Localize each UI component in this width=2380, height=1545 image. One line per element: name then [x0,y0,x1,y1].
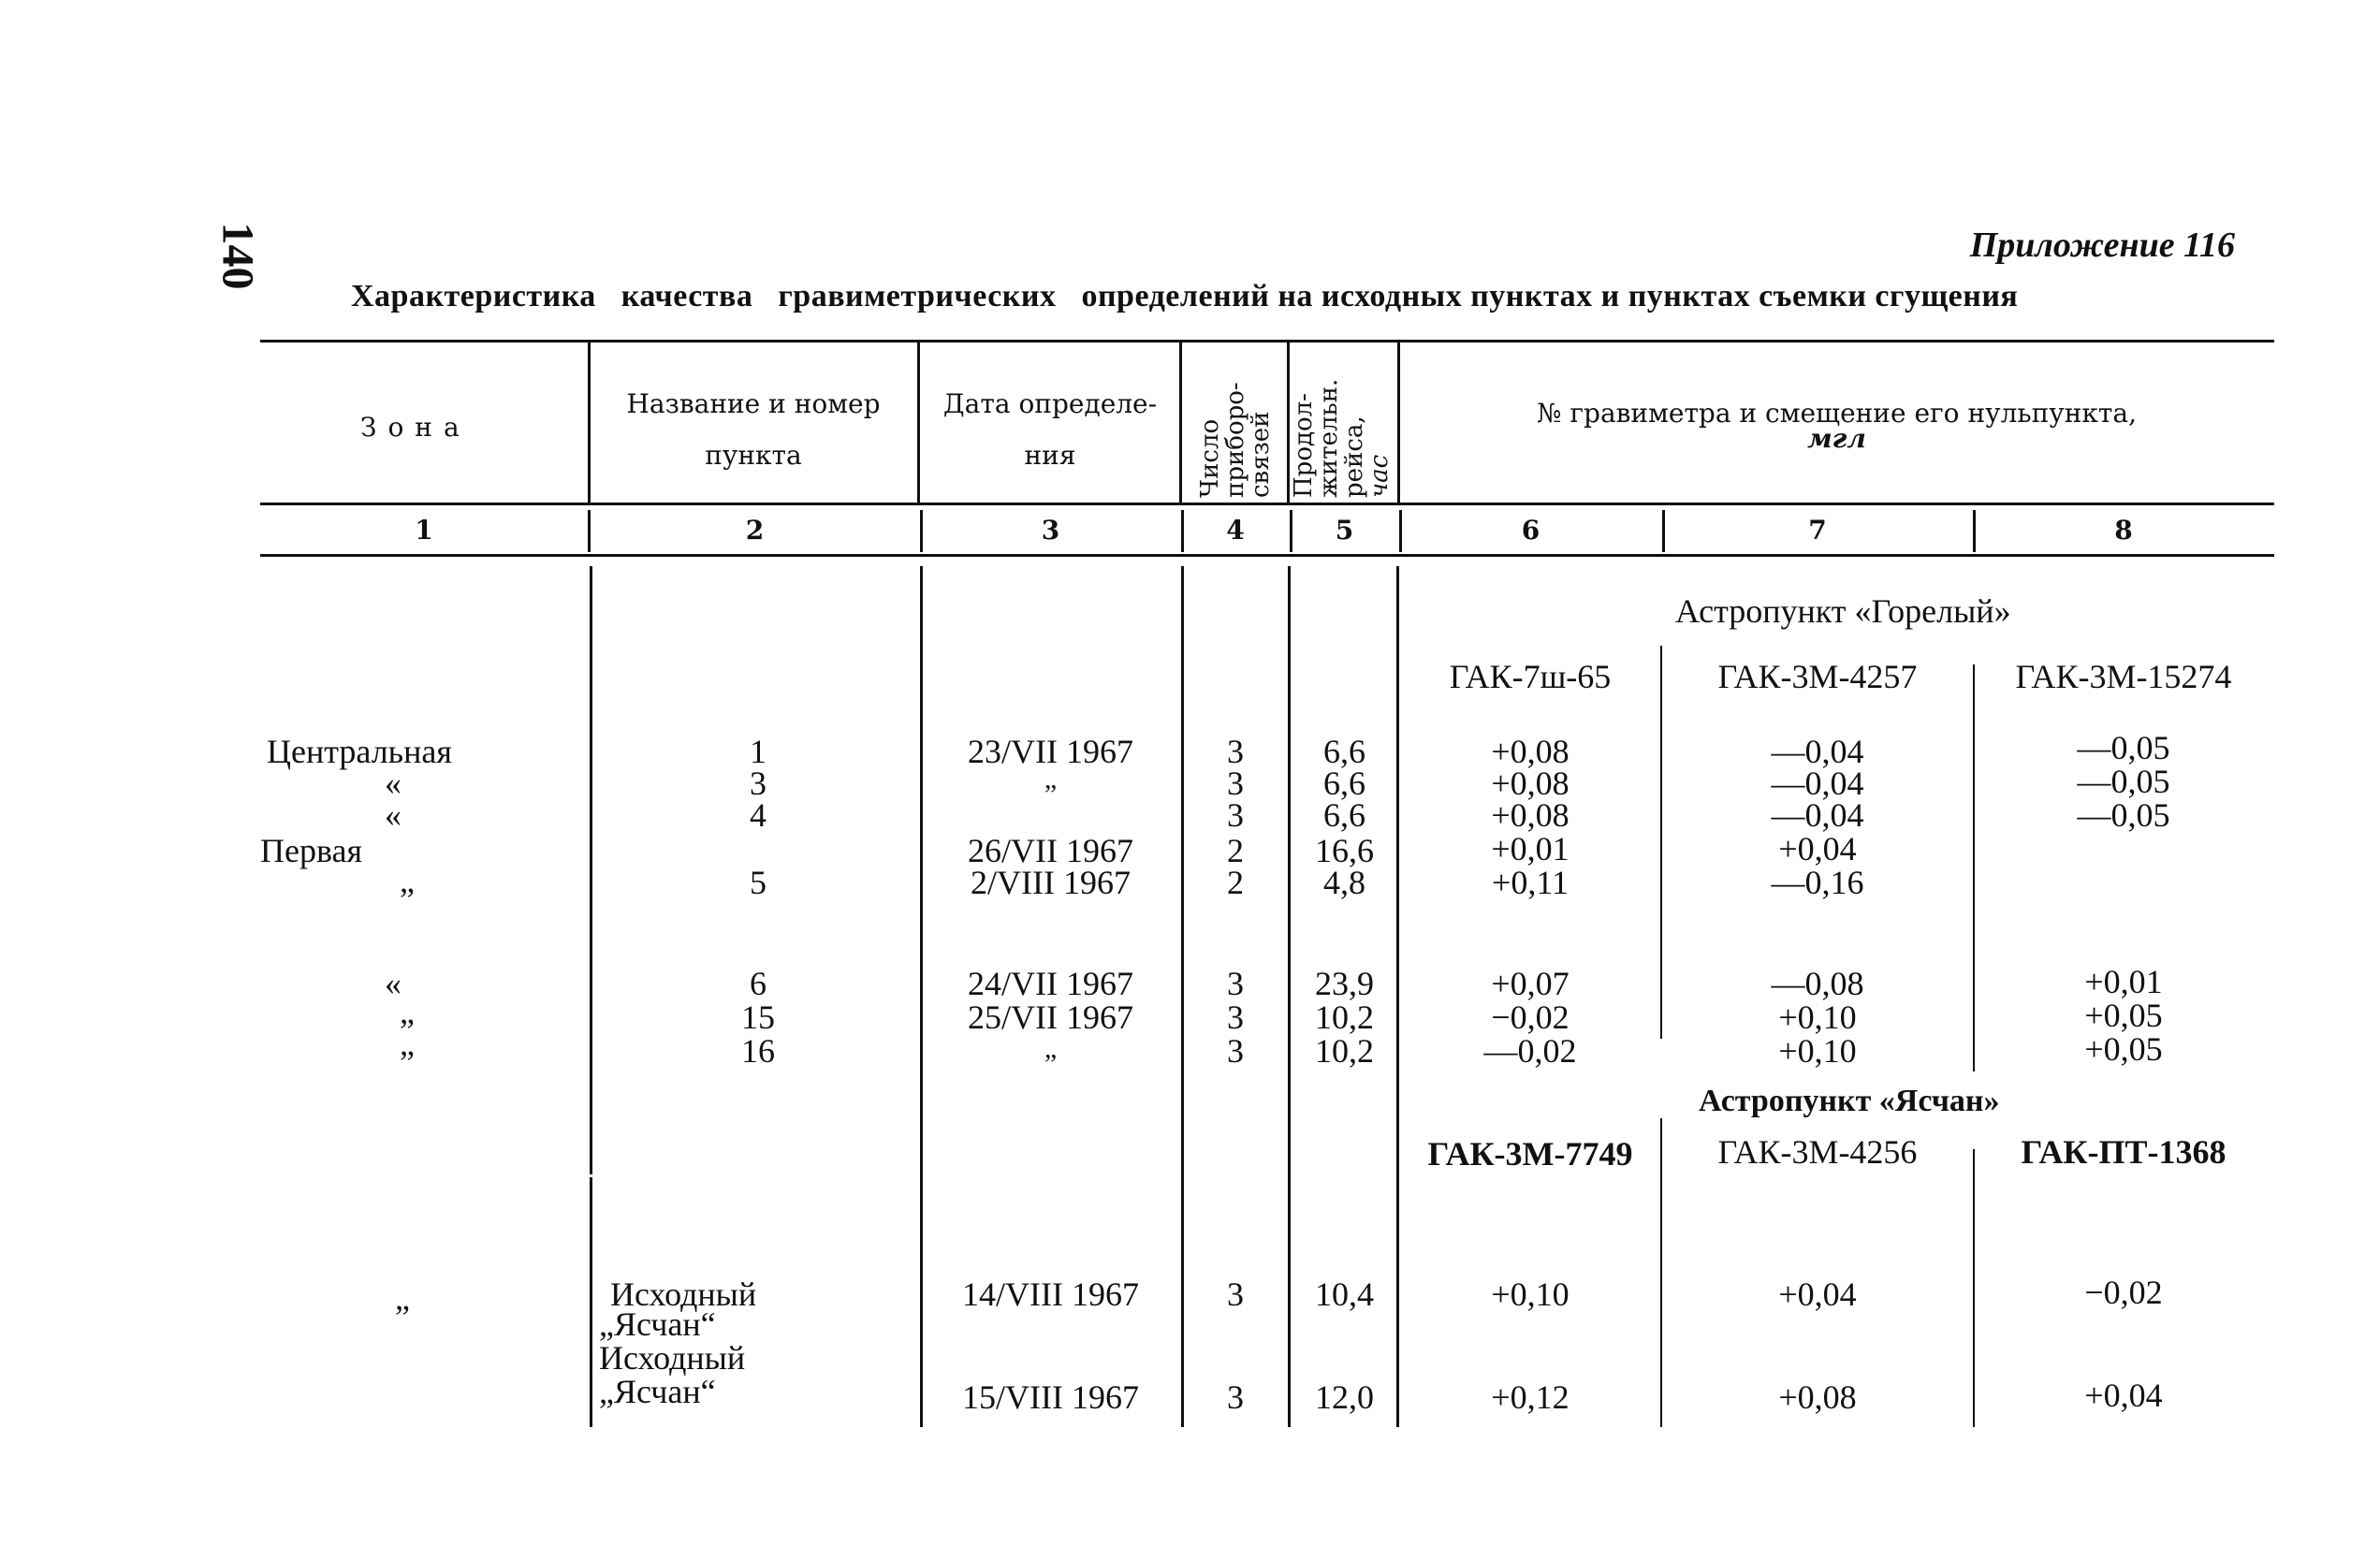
zone-cell: „ [400,993,415,1030]
header-date-2: ния [1024,440,1076,471]
point-cell: 1 [750,733,767,770]
duration-cell: 16,6 [1315,832,1374,869]
g1-cell: —0,02 [1483,1032,1577,1070]
g2-cell: —0,16 [1771,864,1864,901]
table-top-rule [260,340,2274,343]
date-cell: 15/VIII 1967 [962,1378,1139,1416]
duration-cell: 10,2 [1315,1032,1374,1070]
point-cell: 4 [750,796,767,834]
document-title: Характеристика качества гравиметрических определений на исходных пунктах и пунктах съемки сгущения [351,279,2019,313]
date-cell: 24/VII 1967 [968,965,1133,1002]
colnum: 4 [1226,515,1245,546]
colnum: 3 [1041,515,1060,546]
g3-cell: +0,05 [2084,1030,2163,1068]
links-cell: 3 [1227,965,1244,1002]
g3-cell: —0,05 [2077,796,2170,834]
header-divider [1179,342,1182,503]
zone-cell: « [385,796,402,834]
g3-cell: +0,01 [2084,963,2163,1000]
colnum: 5 [1335,515,1354,546]
links-cell: 3 [1227,765,1244,802]
duration-cell: 4,8 [1323,864,1365,901]
page-number: 140 [212,222,263,290]
g1-cell: +0,10 [1491,1275,1570,1313]
header-divider [588,342,591,503]
point-cell: „Ясчан“ [599,1373,716,1410]
g2-cell: —0,04 [1771,765,1864,802]
instrument-label: ГАК-3М-4256 [1717,1133,1918,1171]
instrument-label: ГАК-3М-15274 [2015,658,2232,695]
g3-cell: −0,02 [2084,1274,2163,1311]
duration-cell: 12,0 [1315,1378,1374,1416]
header-links: Число приборо- связей [1196,382,1275,498]
links-cell: 3 [1227,796,1244,834]
g1-cell: −0,02 [1491,998,1570,1036]
zone-cell: „ [400,1025,415,1062]
header-date-1: Дата определе- [942,388,1158,419]
links-cell: 3 [1227,733,1244,770]
colnum: 7 [1808,515,1827,546]
g1-cell: +0,11 [1492,864,1569,901]
point-cell: 5 [750,864,767,901]
header-gravimeter-1: № гравиметра и смещение его нульпункта, [1536,398,2137,429]
point-cell: Исходный [610,1275,757,1313]
body-divider [590,1177,592,1427]
duration-cell: 6,6 [1323,796,1365,834]
section-title: Астропункт «Горелый» [1675,592,2011,630]
point-cell: 6 [750,965,767,1002]
date-cell: „ [1044,1033,1058,1064]
g3-cell: +0,05 [2084,997,2163,1034]
duration-cell: 6,6 [1323,733,1365,770]
colnum: 2 [745,515,765,546]
date-cell: 14/VIII 1967 [962,1275,1139,1313]
g1-cell: +0,08 [1491,765,1570,802]
g2-cell: +0,10 [1778,1032,1857,1070]
zone-cell: Центральная [267,733,452,770]
header-point-name-1: Название и номер [626,388,881,419]
g1-cell: +0,08 [1491,733,1570,770]
g2-cell: —0,08 [1771,965,1864,1002]
g3-cell: —0,05 [2077,729,2170,766]
links-cell: 2 [1227,864,1244,901]
point-cell: 15 [741,998,775,1036]
zone-cell: Первая [260,832,363,869]
instrument-label: ГАК-3М-4257 [1717,658,1918,695]
g1-cell: +0,12 [1491,1378,1570,1416]
date-cell: 2/VIII 1967 [971,864,1131,901]
colnum: 6 [1521,515,1540,546]
zone-cell: „ [400,862,415,899]
g3-cell: —0,05 [2077,763,2170,800]
instrument-label: ГАК-7ш-65 [1449,658,1612,695]
header-divider [917,342,920,503]
colnum: 1 [415,515,433,546]
point-cell: 16 [741,1032,775,1070]
header-bottom-rule [260,503,2274,505]
colnum-bottom-rule [260,554,2274,557]
duration-cell: 10,4 [1315,1275,1374,1313]
appendix-label: Приложение 116 [1969,226,2235,265]
point-cell: „Ясчан“ [599,1305,716,1343]
g1-cell: +0,01 [1491,830,1570,867]
g3-cell: +0,04 [2084,1377,2163,1414]
date-cell: 23/VII 1967 [968,733,1133,770]
header-zone: Зона [360,412,471,443]
date-cell: 26/VII 1967 [968,832,1133,869]
instrument-label: ГАК-3М-7749 [1427,1135,1633,1173]
g2-cell: +0,08 [1778,1378,1857,1416]
body-divider [590,566,592,1174]
section-title: Астропункт «Ясчан» [1699,1084,2000,1118]
links-cell: 3 [1227,1032,1244,1070]
point-cell: 3 [750,765,767,802]
duration-cell: 6,6 [1323,765,1365,802]
zone-cell: « [385,965,402,1002]
links-cell: 2 [1227,832,1244,869]
duration-cell: 10,2 [1315,998,1374,1036]
header-point-name-2: пункта [705,440,802,471]
zone-cell: „ [395,1279,410,1317]
g2-cell: +0,04 [1778,830,1857,867]
zone-cell: « [385,765,402,802]
header-gravimeter-2: мгл [1807,423,1866,454]
g2-cell: —0,04 [1771,733,1864,770]
g2-cell: —0,04 [1771,796,1864,834]
g1-cell: +0,07 [1491,965,1570,1002]
g2-cell: +0,04 [1778,1275,1857,1313]
links-cell: 3 [1227,998,1244,1036]
header-duration: Продол- жительн. рейса, час [1290,378,1394,498]
links-cell: 3 [1227,1275,1244,1313]
point-cell: Исходный [599,1339,746,1377]
date-cell: „ [1044,764,1058,794]
colnum: 8 [2114,515,2133,546]
g2-cell: +0,10 [1778,998,1857,1036]
links-cell: 3 [1227,1378,1244,1416]
date-cell: 25/VII 1967 [968,998,1133,1036]
instrument-label: ГАК-ПТ-1368 [2021,1133,2227,1171]
duration-cell: 23,9 [1315,965,1374,1002]
g1-cell: +0,08 [1491,796,1570,834]
